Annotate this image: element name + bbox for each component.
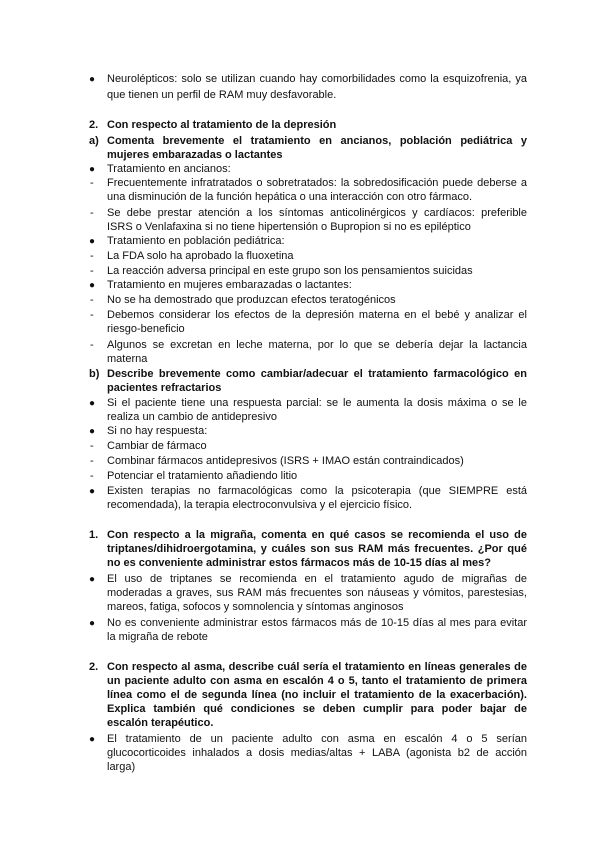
refractarios-item: Si el paciente tiene una respuesta parcial: se le aumenta la dosis máxima o se le	[107, 397, 527, 409]
bullet-marker: ●	[89, 74, 96, 85]
bullet-marker: ●	[89, 398, 96, 409]
bullet-marker: ●	[89, 426, 96, 437]
question-migrana: Con respecto a la migraña, comenta en qué casos se recomienda el uso de	[107, 529, 527, 541]
neurolepticos-text: Neurolépticos: solo se utilizan cuando hay comorbilidades como la esquizofrenia, ya	[107, 73, 527, 85]
dash-marker: -	[90, 294, 94, 306]
question-asma: Con respecto al asma, describe cuál sería el tratamiento en líneas generales de	[107, 661, 527, 673]
pediatrica-item: La FDA solo ha aprobado la fluoxetina	[107, 250, 294, 262]
migrana-answer: No es conveniente administrar estos fármacos más de 10-15 días al mes para evitar	[107, 617, 527, 629]
ancianos-item-cont: una disminución de la función hepática o una interacción con otro fármaco.	[107, 191, 473, 203]
asma-answer: El tratamiento de un paciente adulto con asma en escalón 4 o 5 serían	[107, 733, 527, 745]
bullet-marker: ●	[89, 164, 96, 175]
bullet-marker: ●	[89, 486, 96, 497]
no-respuesta-item: Combinar fármacos antidepresivos (ISRS + IMAO están contraindicados)	[107, 455, 464, 467]
no-respuesta-item: Cambiar de fármaco	[107, 440, 207, 452]
section-number: 1.	[89, 529, 99, 541]
pediatrica-item: La reacción adversa principal en este grupo son los pensamientos suicidas	[107, 265, 473, 277]
embarazadas-item: No se ha demostrado que produzcan efectos teratogénicos	[107, 294, 396, 306]
question-asma-cont: Explica también qué condiciones se deben cumplir para poder bajar de	[107, 703, 527, 715]
dash-marker: -	[90, 339, 94, 351]
question-migrana-cont: no es conveniente administrar estos fármacos más de 10-15 días al mes?	[107, 557, 491, 569]
question-asma-cont: escalón terapéutico.	[107, 717, 214, 729]
no-respuesta-item: Potenciar el tratamiento añadiendo litio	[107, 470, 298, 482]
migrana-answer-cont: mareos, fatiga, sofocos y somnolencia y síntomas anginosos	[107, 601, 404, 613]
question-migrana-cont: triptanes/dihidroergotamina, y cuáles son sus RAM más frecuentes. ¿Por qué	[107, 543, 527, 555]
ancianos-item-cont: ISRS o Venlafaxina si no tiene hipertensión o Bupropion si no es epiléptico	[107, 221, 471, 233]
bullet-marker: ●	[89, 574, 96, 585]
pediatrica-heading: Tratamiento en población pediátrica:	[107, 235, 285, 247]
embarazadas-item: Debemos considerar los efectos de la depresión materna en el bebé y analizar el	[107, 309, 527, 321]
ancianos-item: Se debe prestar atención a los síntomas anticolinérgicos y cardíacos: preferible	[107, 207, 527, 219]
subsection-marker-b: b)	[89, 368, 100, 380]
question-asma-cont: un paciente adulto con asma en escalón 4 o 5, tanto el tratamiento de primera	[107, 675, 527, 687]
bullet-marker: ●	[89, 734, 96, 745]
ancianos-item: Frecuentemente infratratados o sobretratados: la sobredosificación puede deberse a	[107, 177, 527, 189]
dash-marker: -	[90, 440, 94, 452]
question-a-cont: mujeres embarazadas o lactantes	[107, 149, 283, 161]
asma-answer-cont: larga)	[107, 761, 136, 773]
embarazadas-item-cont: materna	[107, 353, 148, 365]
terapias-item: Existen terapias no farmacológicas como la psicoterapia (que SIEMPRE está	[107, 485, 527, 497]
dash-marker: -	[90, 470, 94, 482]
dash-marker: -	[90, 250, 94, 262]
question-b-cont: pacientes refractarios	[107, 382, 222, 394]
bullet-marker: ●	[89, 280, 96, 291]
refractarios-item-cont: realiza un cambio de antidepresivo	[107, 411, 277, 423]
section-title-depresion: Con respecto al tratamiento de la depresión	[107, 119, 337, 131]
neurolepticos-text-cont: que tienen un perfil de RAM muy desfavorable.	[107, 89, 337, 101]
embarazadas-item: Algunos se excretan en leche materna, por lo que se debería dejar la lactancia	[107, 339, 527, 351]
ancianos-heading: Tratamiento en ancianos:	[107, 163, 231, 175]
dash-marker: -	[90, 265, 94, 277]
embarazadas-heading: Tratamiento en mujeres embarazadas o lactantes:	[107, 279, 352, 291]
question-b: Describe brevemente como cambiar/adecuar el tratamiento farmacológico en	[107, 368, 527, 380]
bullet-marker: ●	[89, 618, 96, 629]
embarazadas-item-cont: riesgo-beneficio	[107, 323, 185, 335]
no-respuesta-heading: Si no hay respuesta:	[107, 425, 208, 437]
migrana-answer-cont: la migraña de rebote	[107, 631, 208, 643]
migrana-answer-cont: moderadas a graves, sus RAM más frecuentes son náuseas y vómitos, parestesias,	[107, 587, 527, 599]
dash-marker: -	[90, 455, 94, 467]
dash-marker: -	[90, 177, 94, 189]
terapias-item-cont: recomendada), la terapia electroconvulsiva y el ejercicio físico.	[107, 499, 413, 511]
dash-marker: -	[90, 207, 94, 219]
dash-marker: -	[90, 309, 94, 321]
section-number: 2.	[89, 661, 99, 673]
asma-answer-cont: glucocorticoides inhalados a dosis medias/altas + LABA (agonista b2 de acción	[107, 747, 527, 759]
subsection-marker-a: a)	[89, 135, 99, 147]
section-number: 2.	[89, 119, 99, 131]
bullet-marker: ●	[89, 236, 96, 247]
migrana-answer: El uso de triptanes se recomienda en el tratamiento agudo de migrañas de	[107, 573, 527, 585]
question-a: Comenta brevemente el tratamiento en ancianos, población pediátrica y	[107, 135, 527, 147]
question-asma-cont: línea como el de segunda línea (no incluir el tratamiento de la exacerbación).	[107, 689, 527, 701]
